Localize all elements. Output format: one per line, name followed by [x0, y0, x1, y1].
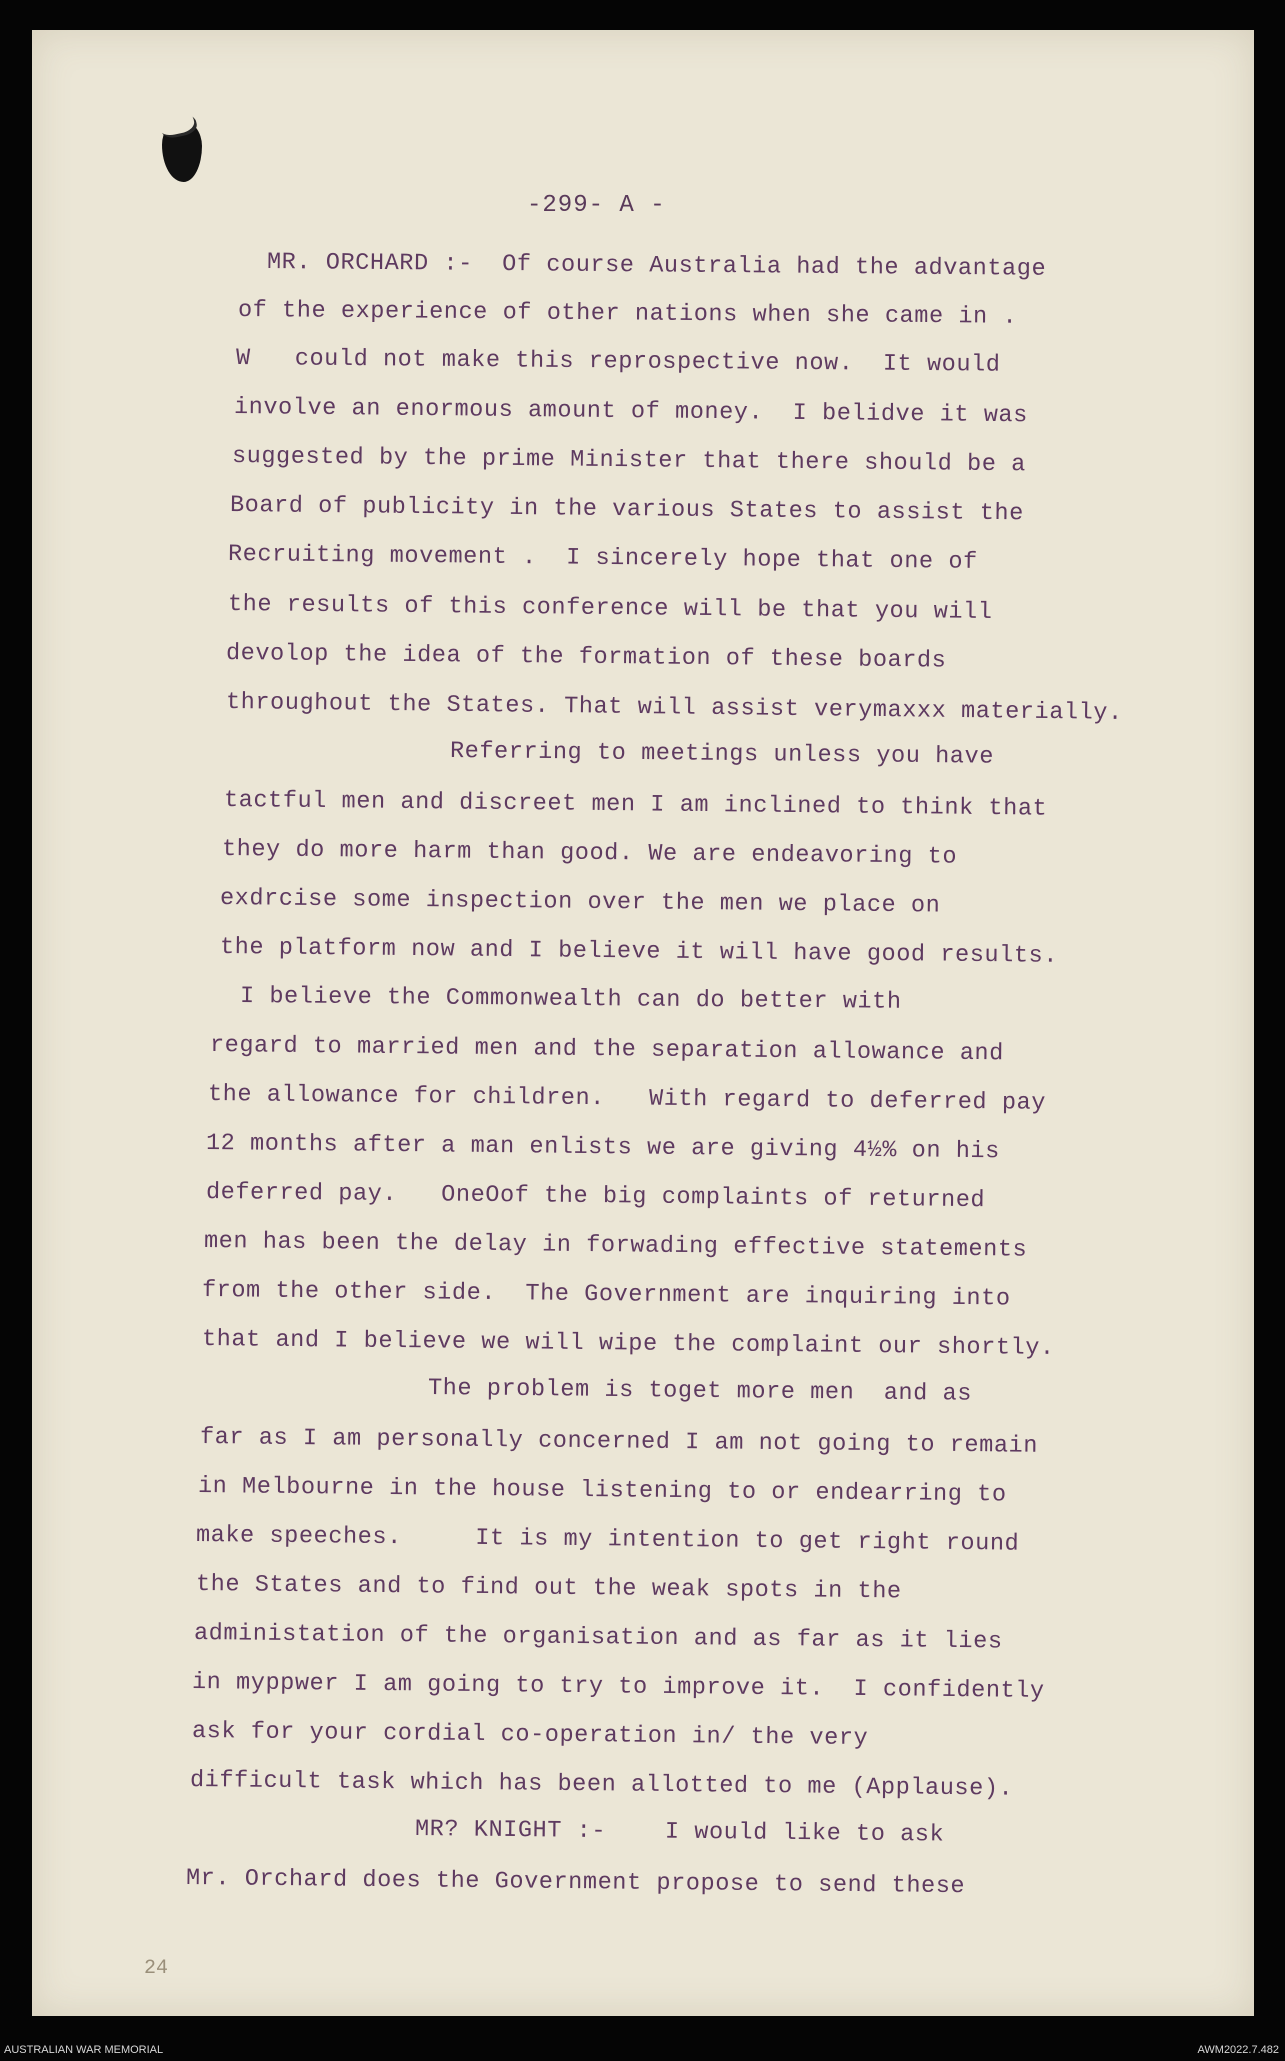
text-line: tactful men and discreet men I am inclined to think that	[223, 787, 1048, 823]
text-line: from the other side. The Government are inquiring into	[201, 1277, 1011, 1313]
text-line: difficult task which has been allotted to me (Applause).	[189, 1767, 1014, 1803]
text-line: far as I am personally concerned I am not going to remain	[199, 1424, 1039, 1460]
text-line: regard to married men and the separation allowance and	[209, 1032, 1005, 1068]
text-line: Recruiting movement . I sincerely hope that one of	[227, 541, 978, 576]
text-line: involve an enormous amount of money. I belidve it was	[233, 394, 1029, 430]
text-line: MR? KNIGHT :- I would like to ask	[414, 1816, 945, 1849]
footer-reference: AWM2022.7.482	[1197, 2044, 1279, 2056]
footer-institution: AUSTRALIAN WAR MEMORIAL	[4, 2044, 164, 2056]
text-line: of the experience of other nations when she came in .	[237, 297, 1018, 331]
text-line: Mr. Orchard does the Government propose to send these	[185, 1865, 966, 1901]
text-line: that and I believe we will wipe the complaint our shortly.	[201, 1326, 1055, 1362]
text-line: I believe the Commonwealth can do better with	[239, 983, 902, 1016]
text-line: throughout the States. That will assist verymaxxx materially.	[225, 689, 1123, 727]
text-line: the platform now and I believe it will have good results.	[219, 934, 1059, 970]
margin-mark: 24	[144, 1957, 169, 1980]
text-line: in myppwer I am going to try to improve it. I confidently	[191, 1669, 1045, 1705]
text-line: the allowance for children. With regard to deferred pay	[207, 1081, 1047, 1117]
text-line: administation of the organisation and as far as it lies	[193, 1620, 1003, 1656]
text-line: in Melbourne in the house listening to or endearring to	[197, 1473, 1007, 1509]
text-line: men has been the delay in forwading effective statements	[203, 1228, 1028, 1264]
text-line: make speeches. It is my intention to get right round	[195, 1522, 1020, 1558]
text-line: Board of publicity in the various States to assist the	[229, 492, 1025, 528]
text-line: suggested by the prime Minister that there should be a	[231, 443, 1027, 479]
text-line: deferred pay. OneOof the big complaints of returned	[205, 1179, 986, 1215]
text-line: ask for your cordial co-operation in/ the very	[191, 1718, 869, 1753]
text-line: exdrcise some inspection over the men we place on	[219, 885, 941, 920]
page-number: -299- A -	[527, 192, 666, 219]
text-line: W could not make this reprospective now. It would	[235, 345, 1001, 379]
text-line: MR. ORCHARD :- Of course Australia had the advantage	[266, 249, 1047, 283]
text-line: the results of this conference will be that you will	[227, 591, 993, 627]
text-line: The problem is toget more men and as	[427, 1375, 973, 1408]
text-line: devolop the idea of the formation of these boards	[225, 640, 947, 675]
text-line: they do more harm than good. We are endeavoring to	[221, 836, 958, 871]
text-line: 12 months after a man enlists we are giving 4½% on his	[205, 1130, 1001, 1166]
text-line: the States and to find out the weak spots in the	[195, 1571, 902, 1606]
text-line: Referring to meetings unless you have	[449, 738, 995, 771]
